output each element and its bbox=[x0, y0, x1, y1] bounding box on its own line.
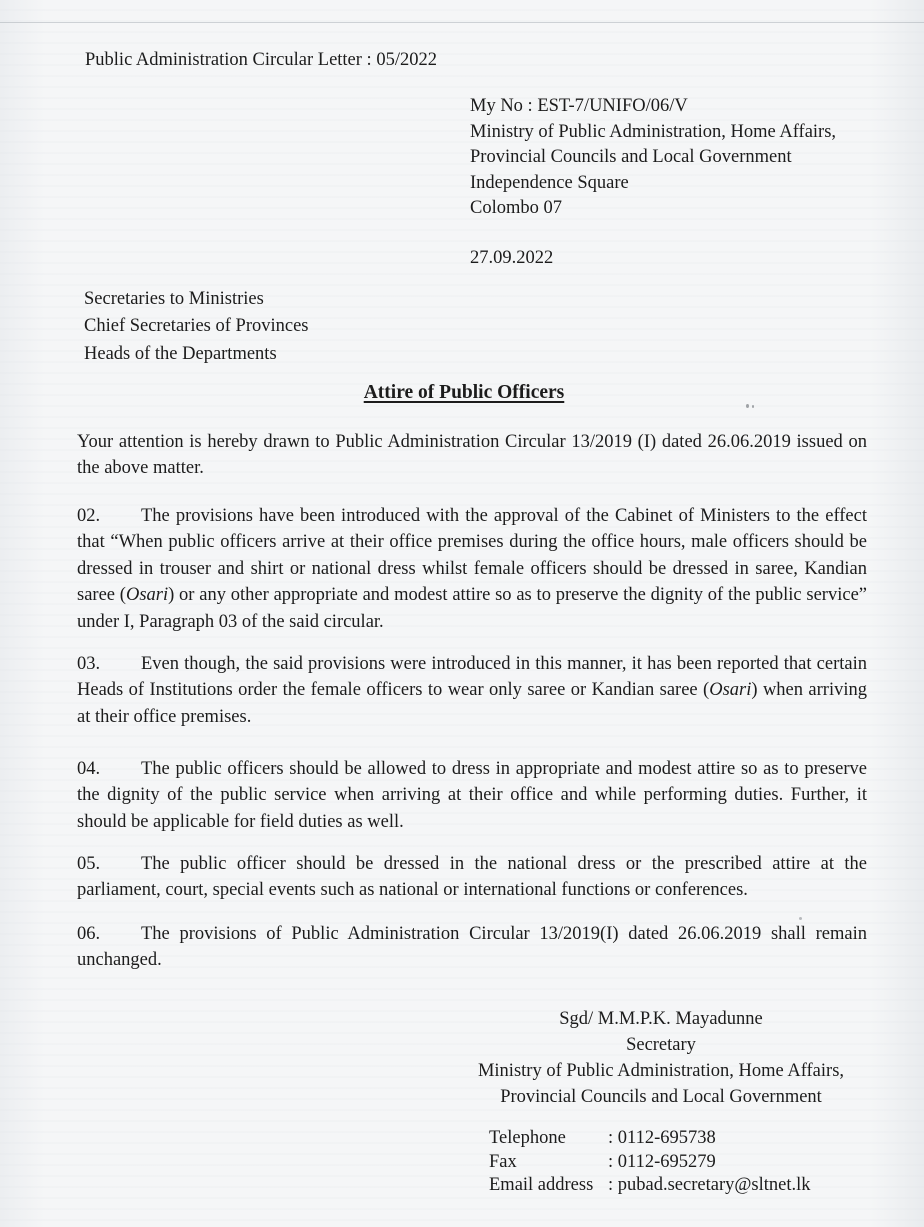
paragraph-05 bbox=[77, 851, 867, 904]
letter-date: 27.09.2022 bbox=[470, 248, 554, 268]
paragraph-italic-text: Osari bbox=[709, 680, 752, 701]
sender-address-line: Ministry of Public Administration, Home Affairs, bbox=[470, 121, 837, 142]
paragraph-text: The provisions of Public Administration Circular 13/2019(I) dated 26.06.2019 shall remain unchanged. bbox=[77, 924, 867, 971]
paragraph-text: The provisions have been introduced with the approval of the Cabinet of Ministers to the effect that “When public officers arrive at their office premises during the office hours, male officers should be dressed in trouser and shirt or national dress whilst female officers should be dressed in saree, Kandian saree ( bbox=[77, 506, 867, 606]
paragraph-number: 06. bbox=[77, 924, 101, 944]
circular-reference: Public Administration Circular Letter : 05/2022 bbox=[85, 50, 437, 70]
signatory-org-line: Ministry of Public Administration, Home Affairs, bbox=[477, 1061, 845, 1081]
recipient-line: Chief Secretaries of Provinces bbox=[84, 316, 309, 337]
signed-by-line: Sgd/ M.M.P.K. Mayadunne bbox=[559, 1009, 763, 1029]
recipient-line: Heads of the Departments bbox=[84, 343, 277, 364]
sender-address-block bbox=[470, 94, 890, 222]
scan-speck bbox=[752, 405, 754, 408]
paragraph-number: 03. bbox=[77, 654, 101, 674]
paragraph-number: 02. bbox=[77, 506, 101, 526]
paragraph-text: ) when arriving at their office premises. bbox=[77, 680, 867, 727]
paragraph-number: 04. bbox=[77, 759, 101, 779]
contact-value: : pubad.secretary@sltnet.lk bbox=[608, 1175, 811, 1196]
contact-block bbox=[489, 1127, 811, 1198]
paragraph-06 bbox=[77, 921, 867, 974]
my-no-line: My No : EST-7/UNIFO/06/V bbox=[470, 96, 688, 116]
contact-label: Telephone bbox=[489, 1128, 566, 1148]
signatory-title: Secretary bbox=[626, 1035, 696, 1055]
paragraph-text: The public officer should be dressed in the national dress or the prescribed attire at the parliament, court, special events such as national or international functions or conferences. bbox=[77, 854, 867, 901]
signature-block bbox=[415, 1006, 907, 1110]
sender-address-line: Independence Square bbox=[470, 172, 629, 193]
contact-row bbox=[489, 1174, 811, 1198]
recipients-block bbox=[84, 286, 309, 368]
contact-row bbox=[489, 1151, 811, 1175]
contact-row bbox=[489, 1127, 811, 1151]
signatory-org-line: Provincial Councils and Local Government bbox=[500, 1087, 822, 1107]
contact-value: : 0112-695738 bbox=[608, 1128, 716, 1148]
letter-title bbox=[60, 380, 868, 406]
recipient-line: Secretaries to Ministries bbox=[84, 289, 264, 309]
scan-speck bbox=[746, 404, 749, 408]
contact-value: : 0112-695279 bbox=[608, 1151, 716, 1172]
paragraph-02 bbox=[77, 503, 867, 635]
scan-line-artifact bbox=[0, 22, 924, 23]
paragraph-italic-text: Osari bbox=[125, 585, 169, 606]
paragraph-04 bbox=[77, 756, 867, 835]
intro-paragraph: Your attention is hereby drawn to Public Administration Circular 13/2019 (I) dated 26.06.2019 issued on the above matter. bbox=[77, 432, 867, 479]
sender-address-line: Colombo 07 bbox=[470, 198, 562, 219]
letter-title-text: Attire of Public Officers bbox=[363, 382, 565, 403]
scan-speck bbox=[799, 917, 802, 920]
contact-label: Email address bbox=[489, 1175, 594, 1196]
paragraph-text: Even though, the said provisions were introduced in this manner, it has been reported that certain Heads of Institutions order the female officers to wear only saree or Kandian saree ( bbox=[77, 654, 867, 701]
sender-address-line: Provincial Councils and Local Government bbox=[470, 147, 792, 168]
paragraph-number: 05. bbox=[77, 854, 101, 874]
paragraph-03 bbox=[77, 651, 867, 730]
contact-label: Fax bbox=[489, 1151, 517, 1172]
paragraph-text: ) or any other appropriate and modest attire so as to preserve the dignity of the public service” under I, Paragraph 03 of the said circular. bbox=[77, 585, 867, 632]
paragraph-text: The public officers should be allowed to dress in appropriate and modest attire so as to preserve the dignity of the public service when arriving at their office and while performing duties. Further, it should be applicable for field duties as well. bbox=[77, 759, 867, 832]
